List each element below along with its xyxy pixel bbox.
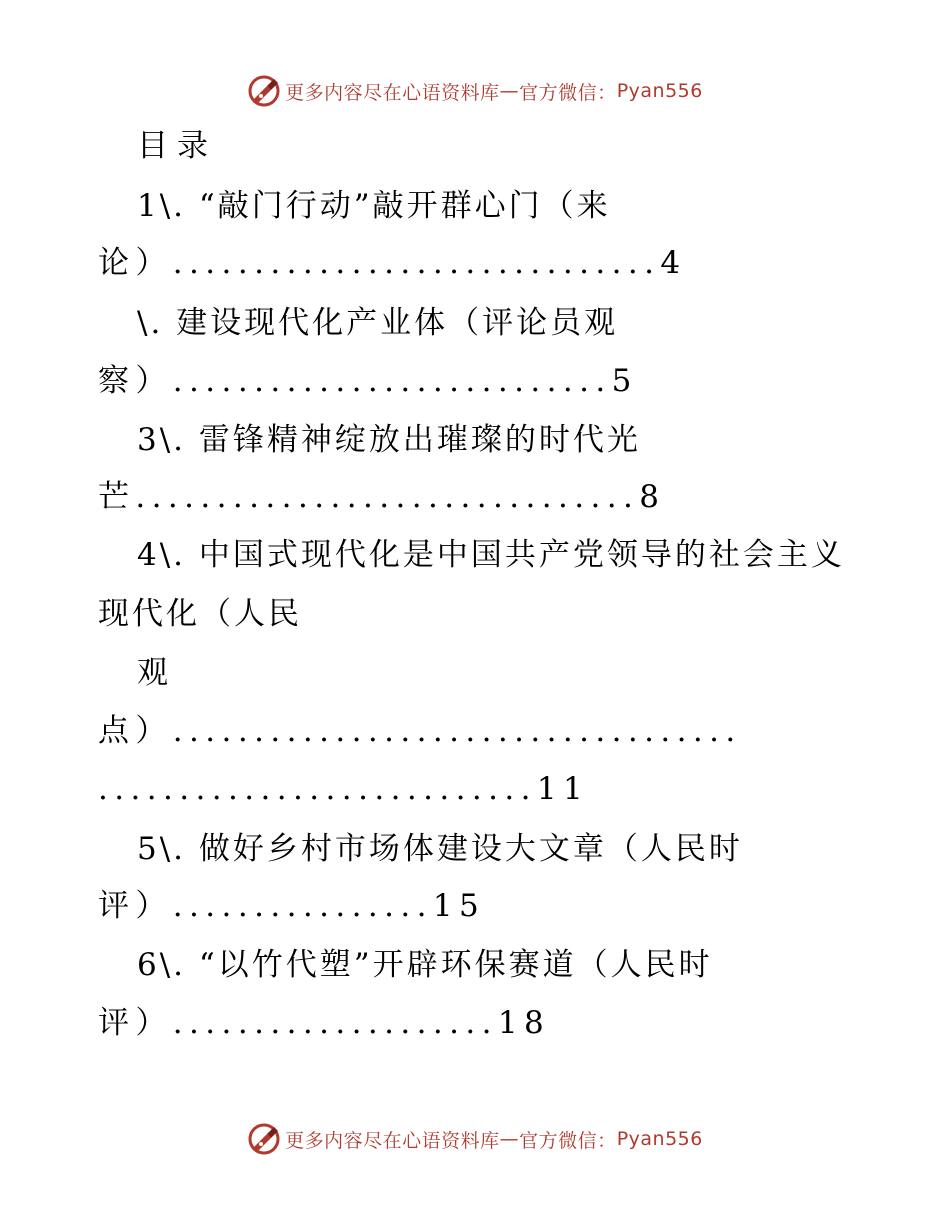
watermark-official-label: 官方微信： [519, 1129, 617, 1152]
watermark-account: Pyan556 [616, 1128, 703, 1150]
watermark-account: Pyan556 [616, 80, 703, 102]
toc-item-1-leader: 论）..............................4 [98, 245, 687, 281]
watermark-separator: — [499, 1128, 520, 1150]
toc-item-4-title-cont2: 观 [137, 655, 171, 691]
toc-item-4-leader: 点）................................... [98, 713, 742, 749]
pen-nib-logo-icon [247, 74, 281, 108]
watermark-header [0, 74, 950, 108]
toc-item-3-leader: 芒...............................8 [98, 479, 666, 515]
watermark-footer [0, 1122, 950, 1156]
toc-item-5-leader: 评）................15 [98, 888, 486, 924]
toc-item-5-title: 5\. 做好乡村市场体建设大文章（人民时 [137, 831, 743, 867]
watermark-brand: 更多内容尽在心语资料库 [285, 81, 500, 104]
toc-item-3-title: 3\. 雷锋精神绽放出璀璨的时代光 [137, 422, 641, 458]
watermark-separator: — [499, 80, 520, 102]
toc-item-6-title: 6\. “以竹代塑”开辟环保赛道（人民时 [137, 947, 713, 983]
toc-item-4-title-cont: 现代化（人民 [98, 596, 302, 632]
toc-item-6-leader: 评）....................18 [98, 1005, 551, 1041]
toc-item-4-leader-cont: ...........................11 [98, 771, 590, 807]
toc-item-1-title: 1\. “敲门行动”敲开群心门（来 [137, 188, 611, 224]
pen-nib-logo-icon [247, 1122, 281, 1156]
watermark-brand: 更多内容尽在心语资料库 [285, 1129, 500, 1152]
toc-heading: 目录 [137, 128, 217, 164]
toc-item-4-title: 4\. 中国式现代化是中国共产党领导的社会主义 [137, 537, 845, 573]
toc-item-2-title: \. 建设现代化产业体（评论员观 [137, 305, 619, 341]
toc-item-2-leader: 察）...........................5 [98, 363, 638, 399]
watermark-official-label: 官方微信： [519, 81, 617, 104]
